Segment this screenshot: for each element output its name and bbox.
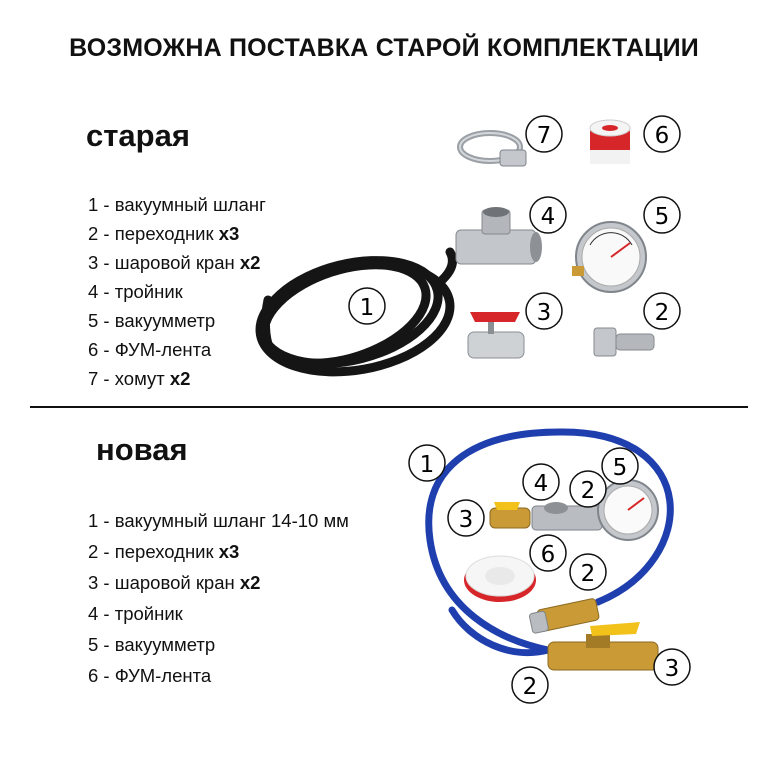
tee-fitting: [456, 207, 542, 264]
badge-label: 1: [419, 452, 435, 478]
list-item: 6 - ФУМ-лента: [88, 665, 212, 686]
badge-label: 6: [654, 123, 670, 149]
list-item: 2 - переходник х3: [88, 223, 240, 244]
list-item: 6 - ФУМ-лента: [88, 339, 212, 360]
list-item: 1 - вакуумный шланг: [88, 194, 266, 215]
vacuum-gauge: [572, 222, 646, 292]
list-item: 2 - переходник х3: [88, 541, 240, 562]
badges-old: [349, 116, 680, 329]
list-item: 5 - вакуумметр: [88, 634, 216, 655]
list-item: 1 - вакуумный шланг 14-10 мм: [88, 510, 349, 531]
badge-label: 5: [612, 455, 628, 481]
list-item: 4 - тройник: [88, 603, 183, 624]
badge-label: 1: [359, 295, 375, 321]
list-item: 7 - хомут х2: [88, 368, 191, 389]
old-set-heading: старая: [86, 118, 190, 153]
page-title: ВОЗМОЖНА ПОСТАВКА СТАРОЙ КОМПЛЕКТАЦИИ: [69, 34, 699, 62]
badge-label: 3: [664, 656, 680, 682]
brass-adapter: [529, 598, 600, 634]
badge-label: 5: [654, 204, 670, 230]
badge-label: 2: [522, 674, 538, 700]
badge-label: 6: [540, 542, 556, 568]
badge-label: 7: [536, 123, 552, 149]
badge-label: 4: [533, 471, 549, 497]
ptfe-tape: [590, 120, 630, 164]
badge-label: 2: [654, 300, 670, 326]
badge-label: 3: [458, 507, 474, 533]
yellow-ball-valve-bottom: [548, 622, 658, 670]
yellow-ball-valve-top: [490, 502, 530, 528]
list-item: 4 - тройник: [88, 281, 183, 302]
red-ball-valve: [468, 312, 524, 358]
hose-clamp: [460, 133, 526, 166]
new-set-heading: новая: [96, 432, 188, 467]
badge-label: 3: [536, 300, 552, 326]
badge-label: 4: [540, 204, 556, 230]
ptfe-tape-roll: [464, 556, 536, 602]
barb-adapter: [594, 328, 654, 356]
list-item: 3 - шаровой кран х2: [88, 252, 261, 273]
badge-label: 2: [580, 561, 596, 587]
badge-label: 2: [580, 478, 596, 504]
list-item: 3 - шаровой кран х2: [88, 572, 261, 593]
list-item: 5 - вакуумметр: [88, 310, 216, 331]
